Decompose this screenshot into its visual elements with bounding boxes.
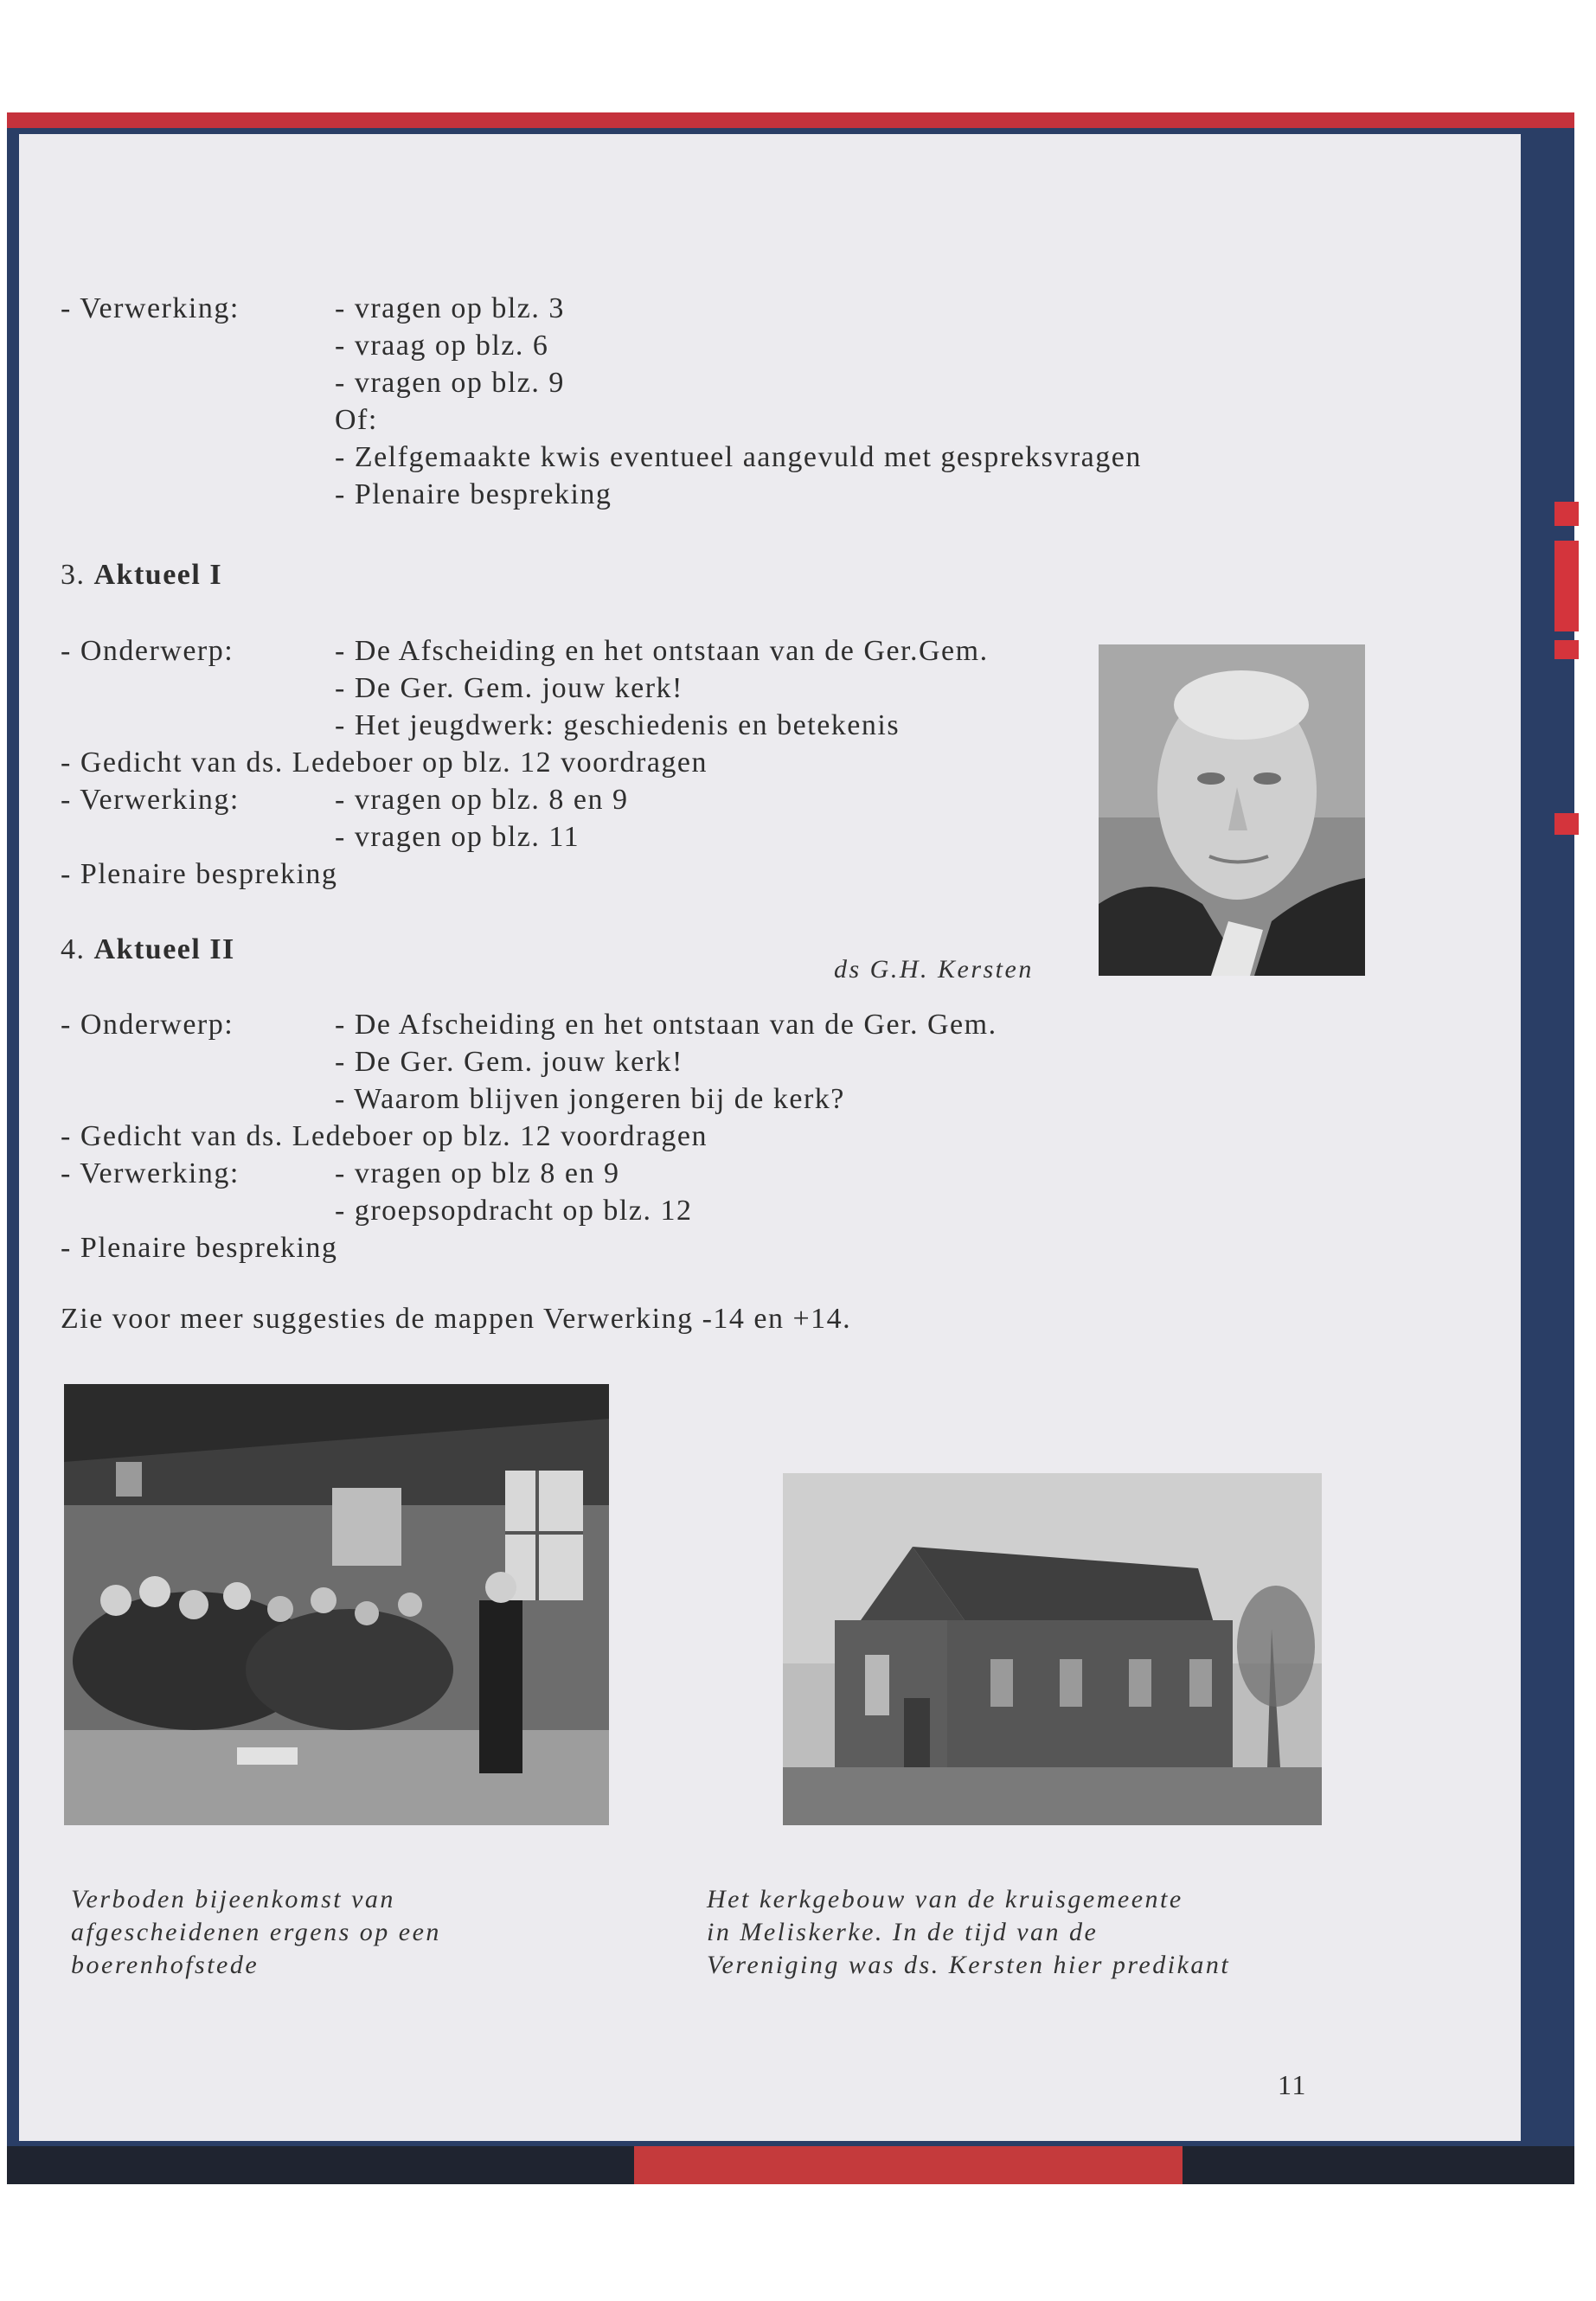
church-photo <box>783 1473 1322 1825</box>
intro-item: - vragen op blz. 3 <box>335 292 565 324</box>
section4-title: Aktueel II <box>93 933 235 965</box>
intro-item: - Plenaire bespreking <box>335 478 612 510</box>
section4-onderwerp-item: - Waarom blijven jongeren bij de kerk? <box>335 1083 845 1115</box>
spine-red-mark <box>1554 640 1579 659</box>
spine-red-mark <box>1554 502 1579 526</box>
intro-item: - vraag op blz. 6 <box>335 330 549 362</box>
binding-red-stripe <box>7 112 1574 128</box>
intro-item: - Zelfgemaakte kwis eventueel aangevuld met gespreksvragen <box>335 441 1142 473</box>
section3-onderwerp-item: - De Afscheiding en het ontstaan van de Ger.Gem. <box>335 635 989 667</box>
section3-gedicht: - Gedicht van ds. Ledeboer op blz. 12 voordragen <box>61 747 708 779</box>
section4-gedicht: - Gedicht van ds. Ledeboer op blz. 12 voordragen <box>61 1120 708 1152</box>
portrait-photo <box>1099 644 1365 976</box>
binding-bottom-band <box>7 2146 1574 2184</box>
section4-onderwerp-item: - De Afscheiding en het ontstaan van de Ger. Gem. <box>335 1009 997 1041</box>
page-number: 11 <box>1278 2069 1307 2100</box>
intro-of-label: Of: <box>335 404 378 436</box>
right-caption-line: in Meliskerke. In de tijd van de <box>707 1918 1099 1946</box>
section3-verwerking-item: - vragen op blz. 11 <box>335 821 580 853</box>
right-caption-line: Vereniging was ds. Kersten hier predikant <box>707 1951 1231 1979</box>
section4-onderwerp-label: - Onderwerp: <box>61 1009 234 1041</box>
section4-plenaire: - Plenaire bespreking <box>61 1232 338 1264</box>
spine-red-mark <box>1554 813 1579 835</box>
section4-verwerking-item: - vragen op blz 8 en 9 <box>335 1157 620 1189</box>
section3-verwerking-label: - Verwerking: <box>61 784 240 816</box>
left-caption-line: Verboden bijeenkomst van <box>71 1885 395 1913</box>
section3-onderwerp-item: - De Ger. Gem. jouw kerk! <box>335 672 683 704</box>
section4-heading <box>61 933 235 967</box>
section4-onderwerp-item: - De Ger. Gem. jouw kerk! <box>335 1046 683 1078</box>
book-page <box>19 134 1521 2141</box>
left-caption-line: afgescheidenen ergens op een <box>71 1918 441 1946</box>
intro-item: - vragen op blz. 9 <box>335 367 565 399</box>
section3-title: Aktueel I <box>93 559 223 591</box>
section3-onderwerp-label: - Onderwerp: <box>61 635 234 667</box>
right-caption-line: Het kerkgebouw van de kruisgemeente <box>707 1885 1183 1913</box>
gathering-photo <box>64 1384 609 1825</box>
section3-plenaire: - Plenaire bespreking <box>61 858 338 890</box>
section3-heading <box>61 558 222 593</box>
footer-note: Zie voor meer suggesties de mappen Verwerking -14 en +14. <box>61 1303 852 1335</box>
section3-number: 3. <box>61 559 86 591</box>
section3-onderwerp-item: - Het jeugdwerk: geschiedenis en betekenis <box>335 709 901 741</box>
intro-verwerking-label: - Verwerking: <box>61 292 240 324</box>
section4-verwerking-label: - Verwerking: <box>61 1157 240 1189</box>
section4-verwerking-item: - groepsopdracht op blz. 12 <box>335 1195 693 1227</box>
spine-red-mark <box>1554 541 1579 631</box>
section4-number: 4. <box>61 933 86 965</box>
left-caption-line: boerenhofstede <box>71 1951 260 1979</box>
section3-verwerking-item: - vragen op blz. 8 en 9 <box>335 784 629 816</box>
portrait-caption: ds G.H. Kersten <box>834 955 1034 984</box>
